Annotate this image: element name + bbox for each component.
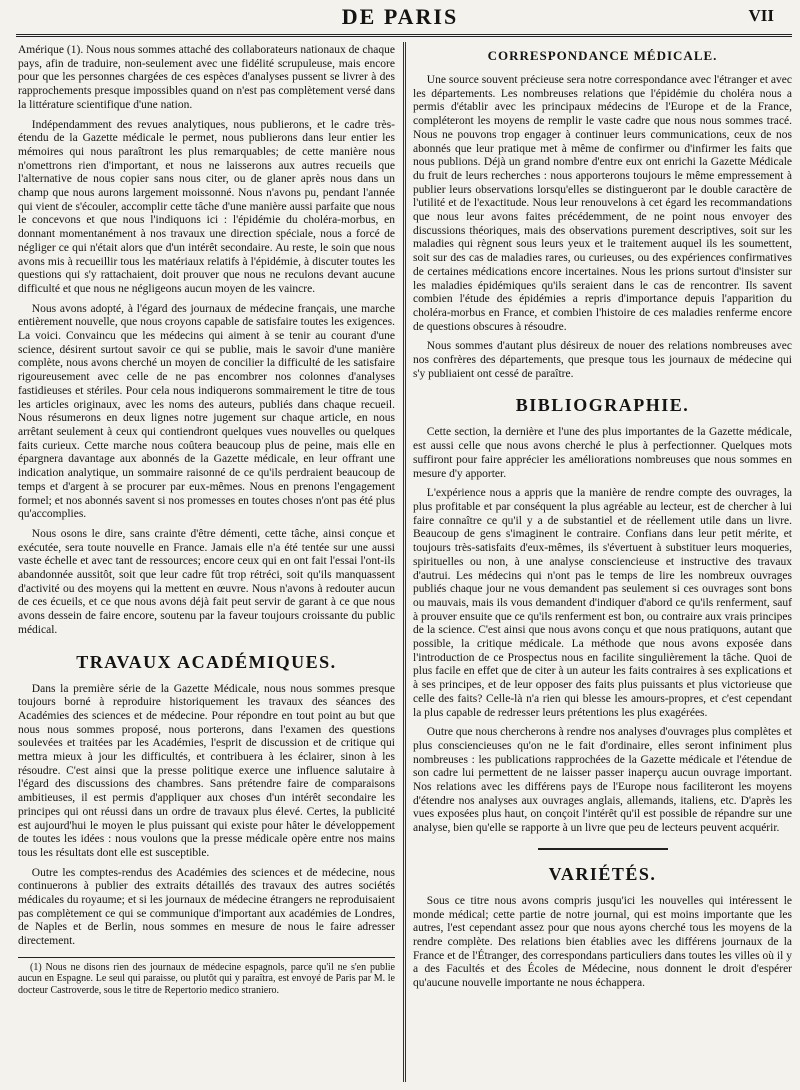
body-paragraph: L'expérience nous a appris que la manière de rendre compte des ouvrages, la plus profitable et par conséquent la plus agréable au lecteur, est de chercher à lui faire connaître ce qu'il y a de substantiel et de réellement utile dans un livre. Beaucoup de gens s'imaginent le contraire. Confians dans leur petit mérite, et toujours très-satisfaits d'eux-mêmes, ils s'évertuent à substituer leurs moqueries, spirituelles ou non, à une analyse consciencieuse et instructive des travaux d'autrui. Les médecins qui n'ont pas le temps de lire les nombreux ouvrages publiés chaque jour ne vous demandent pas seulement si ces ouvrages sont bons ou mauvais, mais ils vous demandent d'indiquer d'abord ce qu'ils renferment, sauf à prouver ensuite que ce qu'ils renferment est bon, ou contraire aux vrais principes de la science. C'est ainsi que nous avons conçu et que nous pratiquons, autant que possible, la critique médicale. La méthode que nous avons exposée dans l'introduction de ce Prospectus nous en facilite singulièrement la tâche. Quoi de plus facile en effet que de citer à un auteur les faits contraires à ses explications et à ses principes, et de leur opposer des faits plus puissants et plus victorieuse que celle des faits? Celle-là n'a rien qui blesse les amours-propres, et c'est cependant la plus capable de redresser leurs prétentions les plus exagérées. <box>413 487 792 719</box>
body-paragraph: Cette section, la dernière et l'une des plus importantes de la Gazette médicale, est aussi celle que nous avons cherché le plus à perfectionner. Quelques mots suffiront pour faire apprécier les améliorations nombreuses que nous sommes en mesure d'y apporter. <box>413 426 792 480</box>
body-paragraph: Outre que nous chercherons à rendre nos analyses d'ouvrages plus complètes et plus consciencieuses qu'on ne le fait d'ordinaire, elles seront infiniment plus nombreuses : les publications rapprochées de la Gazette médicale et l'étendue de son cadre lui permettent de ne laisser passer inaperçu aucun ouvrage important. Nos relations avec les différens pays de l'Europe nous faciliteront les moyens d'étendre nos analyses aux ouvrages anglais, allemands, italiens, etc. D'après les vues exposées plus haut, on conçoit l'intérêt qu'il est possible de répandre sur une analyse, bien qu'elle se rapporte à un livre que peu de lecteurs peuvent acquérir. <box>413 726 792 835</box>
body-paragraph: Outre les comptes-rendus des Académies des sciences et de médecine, nous continuerons à publier des extraits détaillés des travaux des autres sociétés médicales du royaume; et si les journaux de médecine étrangers ne reproduisaient pas complètement ce qui se communique d'important aux académies de Londres, de Naples et de Berlin, nous sommes en mesure de nous le faire adresser directement. <box>18 866 395 948</box>
section-heading-varietes: VARIÉTÉS. <box>548 863 657 884</box>
footnote-rule <box>18 957 395 958</box>
left-column <box>18 44 395 1082</box>
column-divider <box>403 42 406 1082</box>
running-header-title: DE PARIS <box>341 4 459 29</box>
body-paragraph: Une source souvent précieuse sera notre correspondance avec l'étranger et avec les départements. Les nombreuses relations que l'épidémie du choléra nous a permis d'établir avec les principaux médecins de l'Europe et de la France, compléteront les moyens de remplir le vaste cadre que nous nous sommes tracé. Nous ne pouvons trop engager à continuer leurs communications, ceux de nos abonnés que leur pratique met à même de confirmer ou d'infirmer les faits que nous publions. Déjà un grand nombre d'entre eux ont enrichi la Gazette Médicale du fruit de leurs recherches : nous apporterons toujours le même empressement à publier leurs observations lorsqu'elles se distingueront par le double caractère de l'utilité et de l'exactitude. Nous leur renouvelons à cet égard les recommandations que nous leur avons faites précédemment, de ne point nous envoyer des discussions théoriques, mais des observations purement descriptives, soit sur les maladies qui règnent sous leurs yeux et le traitement auquel ils les soumettent, soit sur des cas de maladies rares, ou curieuses, ou des expériences confirmatives de certaines médications encore incertaines. Nous les prions surtout d'insister sur les maladies épidémiques qu'ils seraient dans le cas de rencontrer. Ils savent combien l'étude des épidémies a repris d'importance depuis l'apparition du choléra-morbus en France, et combien l'histoire de ces maladies renferme encore de questions obscures à résoudre. <box>413 74 792 333</box>
header-rule <box>16 34 792 37</box>
footnote: (1) Nous ne disons rien des journaux de médecine espagnols, parce qu'il ne s'en publie aucun en Espagne. Le seul qui paraisse, ou plutôt qui y paraîtra, est envoyé de Paris par M. le docteur Castroverde, sous le titre de Repertorio medico straniero. <box>18 961 395 996</box>
section-divider-rule <box>538 848 668 850</box>
section-heading-travaux-academiques: TRAVAUX ACADÉMIQUES. <box>76 651 337 672</box>
section-heading-bibliographie: BIBLIOGRAPHIE. <box>515 395 690 416</box>
right-column <box>413 44 792 1082</box>
body-paragraph: Amérique (1). Nous nous sommes attaché des collaborateurs nationaux de chaque pays, afin de traduire, non-seulement avec une fidélité scrupuleuse, mais encore pour que les personnes chargées de ces espèces d'analyses pussent se livrer à des rapprochements presque impossibles quand on n'est pas complètement versé dans la littérature scientifique d'une nation. <box>18 44 395 111</box>
body-paragraph: Nous osons le dire, sans crainte d'être démenti, cette tâche, ainsi conçue et exécutée, sera toute nouvelle en France. Jamais elle n'a été tentée sur une aussi vaste échelle et avec tant de ressources; encore ceux qui en ont fait l'essai l'ont-ils abandonnée aussitôt, soit que leur cadre fût trop rétréci, soit qu'ils manquassent d'activité ou des moyens qui la mettent en œuvre. Nous n'avons à redouter aucun de ces écueils, et ce que nous avons déjà fait peut servir de garant à ce que nous avons dessein de faire encore, soutenu par la faveur toujours croissante du public médical. <box>18 527 395 636</box>
body-paragraph: Dans la première série de la Gazette Médicale, nous nous sommes presque toujours borné à reproduire historiquement les travaux des séances des Académies des sciences et de médecine. Pour répondre en tout point au but que nous nous sommes proposé, nous porterons, dans l'examen des questions soulevées et traitées par les Académies, l'esprit de discussion et de critique qui mettra mieux à jour les difficultés, et contribuera à les éclairer, sinon à les résoudre. C'est ainsi que la presse politique exerce une influence salutaire à l'égard des discussions des chambres. Sans prétendre faire de comparaisons ambitieuses, il est permis d'appliquer aux choses d'un intérêt secondaire les principes qui ont réussi dans un ordre de travaux plus élevé. Certes, la publicité est aujourd'hui le moyen le plus puissant qui existe pour hâter le développement de toutes les idées : nous voulons que la presse médicale opère entre nos mains tous les résultats dont elle est susceptible. <box>18 682 395 859</box>
body-paragraph: Nous avons adopté, à l'égard des journaux de médecine français, une marche entièrement nouvelle, que nous croyons capable de satisfaire toutes les exigences. La voici. Convaincu que les médecins qui aiment à se tenir au courant d'une science, désirent surtout savoir ce qui se publie, mais le savoir d'une manière complète, nous avons cherché un moyen de concilier la difficulté de les satisfaire rigoureusement avec celle de ne pas encombrer nos colonnes d'analyses fastidieuses et stériles. Pour cela nous indiquerons sommairement le titre de tous les articles originaux, avec les noms des auteurs, publiés dans chaque recueil. Nous résumerons en deux lignes notre jugement sur chaque article, en nous arrêtant seulement à ceux qui contiendront quelques vues nouvelles ou quelques faits curieux. Cette marche nous coûtera beaucoup plus de peine, mais elle en épargnera davantage aux abonnés de la Gazette médicale, en leur offrant une indication analytique, un sommaire raisonné de ce qu'ils perdraient beaucoup de temps et d'argent à se procurer par eux-mêmes. Nous en prenons l'engagement formel; et nos abonnés savent si nos promesses en toutes choses n'ont pas été plus qu'accomplies. <box>18 302 395 521</box>
body-paragraph: Nous sommes d'autant plus désireux de nouer des relations nombreuses avec nos confrères des départements, que presque tous les journaux de médecine qui s'y publiaient ont cessé de paraître. <box>413 340 792 380</box>
body-paragraph: Indépendamment des revues analytiques, nous publierons, et le cadre très-étendu de la Gazette médicale le permet, nous publierons dans leur entier les mémoires qui nous paraîtront les plus remarquables; de cette manière nous n'omettrons rien d'important, et nous ne laisserons aux autres recueils que l'alternative de nous copier sans nous citer, ou de glaner après nous dans un champ que nous aurons largement moissonné. Nous n'avons pu, pendant l'année qui vient de s'écouler, accomplir cette tâche d'une manière aussi parfaite que nous le concevons et que nous l'indiquons ici : l'épidémie du choléra-morbus, en donnant momentanément à nos travaux une direction spéciale, nous a forcé de négliger ce qui n'était alors que d'un intérêt secondaire. Au reste, le soin que nous avons mis à recueillir tous les matériaux relatifs à l'épidémie, à discuter toutes les questions qui s'y rattachaient, doit prouver que nous ne reculons devant aucune difficulté et que nous ne négligeons aucun moyen de les vaincre. <box>18 118 395 295</box>
section-heading-correspondance-medicale: CORRESPONDANCE MÉDICALE. <box>487 48 718 63</box>
page-number: VII <box>748 6 774 25</box>
body-paragraph: Sous ce titre nous avons compris jusqu'ici les nouvelles qui intéressent le monde médical; cette partie de notre journal, qui est moins importante que les autres, l'est cependant assez pour que nous ayons cherché tous les moyens de la rendre complète. Des relations bien établies avec les différens journaux de la France et de l'Étranger, des correspondans particuliers dans toutes les villes où il y a des Facultés et des Écoles de Médecine, nous donnent le droit d'espérer qu'aucune nouvelle importante ne nous échappera. <box>413 894 792 990</box>
